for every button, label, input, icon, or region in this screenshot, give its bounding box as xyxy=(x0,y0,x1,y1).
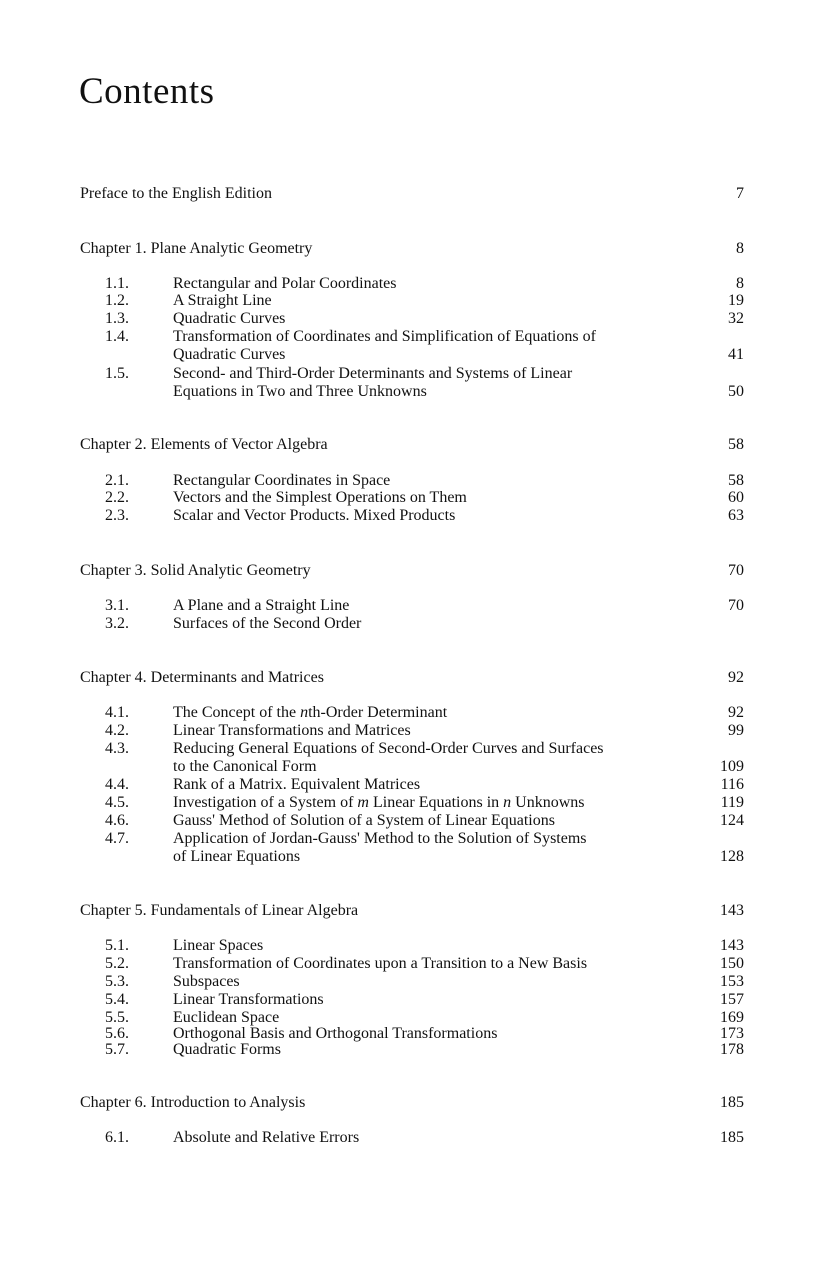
section-number: 5.4. xyxy=(105,991,129,1008)
toc-section-entry xyxy=(105,794,744,812)
page-number: 157 xyxy=(720,991,744,1008)
toc-chapter-entry xyxy=(80,240,744,258)
page-number: 173 xyxy=(720,1025,744,1042)
toc-section-entry xyxy=(105,328,744,364)
page-number: 92 xyxy=(728,704,744,721)
section-number: 4.3. xyxy=(105,740,129,757)
entry-title-line: The Concept of the nth-Order Determinant xyxy=(173,704,448,721)
entry-title-line: Rectangular and Polar Coordinates xyxy=(173,275,397,292)
entry-title xyxy=(173,794,673,812)
entry-title xyxy=(173,955,673,973)
toc-section-entry xyxy=(105,472,744,490)
toc-section-entry xyxy=(105,597,744,615)
toc-section-entry xyxy=(105,740,744,776)
entry-title xyxy=(173,615,673,633)
toc-section-entry xyxy=(105,937,744,955)
section-number: 4.1. xyxy=(105,704,129,721)
entry-title xyxy=(173,937,673,955)
entry-title xyxy=(80,436,328,454)
entry-title-line: Chapter 1. Plane Analytic Geometry xyxy=(80,240,313,257)
page-number: 70 xyxy=(728,562,744,579)
section-number: 5.3. xyxy=(105,973,129,990)
page-number: 116 xyxy=(720,776,744,793)
entry-title-line: Investigation of a System of m Linear Equations in n Unknowns xyxy=(173,794,585,811)
section-number: 5.5. xyxy=(105,1009,129,1026)
page-number: 178 xyxy=(720,1041,744,1058)
section-number: 4.5. xyxy=(105,794,129,811)
toc-chapter-entry xyxy=(80,185,744,203)
toc-section-entry xyxy=(105,1129,744,1147)
entry-title-line: Rank of a Matrix. Equivalent Matrices xyxy=(173,776,421,793)
entry-title-line: A Plane and a Straight Line xyxy=(173,597,350,614)
section-number: 2.3. xyxy=(105,507,129,524)
entry-title-line: Quadratic Curves xyxy=(173,346,286,363)
page-number: 8 xyxy=(736,240,744,257)
toc-section-entry xyxy=(105,955,744,973)
page-number: 58 xyxy=(728,472,744,489)
page-number: 7 xyxy=(736,185,744,202)
section-number: 1.4. xyxy=(105,328,129,345)
toc-section-entry xyxy=(105,704,744,722)
entry-title xyxy=(80,902,358,920)
page-number: 109 xyxy=(720,758,744,775)
toc-section-entry xyxy=(105,275,744,293)
toc-section-entry xyxy=(105,722,744,740)
entry-title-line: Orthogonal Basis and Orthogonal Transformations xyxy=(173,1025,498,1042)
entry-title xyxy=(80,562,311,580)
toc-section-entry xyxy=(105,973,744,991)
entry-title-line: Second- and Third-Order Determinants and Systems of Linear xyxy=(173,365,573,382)
entry-title xyxy=(173,365,673,401)
page-number: 128 xyxy=(720,848,744,865)
entry-title-line: Gauss' Method of Solution of a System of Linear Equations xyxy=(173,812,555,829)
entry-title-line: Application of Jordan-Gauss' Method to the Solution of Systems xyxy=(173,830,587,847)
page-number: 185 xyxy=(720,1094,744,1111)
page-number: 143 xyxy=(720,937,744,954)
page-number: 153 xyxy=(720,973,744,990)
entry-title xyxy=(173,776,673,794)
entry-title-line: Surfaces of the Second Order xyxy=(173,615,362,632)
entry-title-line: Vectors and the Simplest Operations on Them xyxy=(173,489,467,506)
page-number: 32 xyxy=(728,310,744,327)
entry-title xyxy=(173,991,673,1009)
page-number: 60 xyxy=(728,489,744,506)
page-number: 92 xyxy=(728,669,744,686)
section-number: 3.2. xyxy=(105,615,129,632)
entry-title xyxy=(173,310,673,328)
page-title: Contents xyxy=(79,71,215,112)
entry-title xyxy=(80,1094,305,1112)
entry-title-line: Chapter 3. Solid Analytic Geometry xyxy=(80,562,311,579)
entry-title xyxy=(173,704,673,722)
page-number: 19 xyxy=(728,292,744,309)
entry-title-line: Absolute and Relative Errors xyxy=(173,1129,360,1146)
entry-title-line: Quadratic Forms xyxy=(173,1041,281,1058)
toc-chapter-entry xyxy=(80,562,744,580)
entry-title-line: Chapter 2. Elements of Vector Algebra xyxy=(80,436,328,453)
page-number: 143 xyxy=(720,902,744,919)
page-number: 63 xyxy=(728,507,744,524)
entry-title-line: Linear Transformations xyxy=(173,991,324,1008)
toc-section-entry xyxy=(105,1041,744,1059)
entry-title xyxy=(173,740,673,776)
page-number: 99 xyxy=(728,722,744,739)
page-number: 169 xyxy=(720,1009,744,1026)
page-number: 185 xyxy=(720,1129,744,1146)
toc-section-entry xyxy=(105,507,744,525)
entry-title xyxy=(80,669,324,687)
entry-title xyxy=(173,722,673,740)
section-number: 6.1. xyxy=(105,1129,129,1146)
section-number: 4.6. xyxy=(105,812,129,829)
page-number: 8 xyxy=(736,275,744,292)
entry-title-line: Euclidean Space xyxy=(173,1009,280,1026)
toc-section-entry xyxy=(105,310,744,328)
entry-title-line: Linear Spaces xyxy=(173,937,264,954)
toc-section-entry xyxy=(105,776,744,794)
entry-title-line: Scalar and Vector Products. Mixed Products xyxy=(173,507,456,524)
section-number: 5.7. xyxy=(105,1041,129,1058)
entry-title xyxy=(173,1129,673,1147)
toc-section-entry xyxy=(105,812,744,830)
page-number: 58 xyxy=(728,436,744,453)
section-number: 1.3. xyxy=(105,310,129,327)
section-number: 5.2. xyxy=(105,955,129,972)
section-number: 3.1. xyxy=(105,597,129,614)
page-number: 41 xyxy=(728,346,744,363)
toc-section-entry xyxy=(105,365,744,401)
section-number: 4.2. xyxy=(105,722,129,739)
entry-title-line: of Linear Equations xyxy=(173,848,301,865)
entry-title xyxy=(173,275,673,293)
entry-title-line: Chapter 4. Determinants and Matrices xyxy=(80,669,324,686)
entry-title xyxy=(173,812,673,830)
entry-title-line: Transformation of Coordinates and Simplification of Equations of xyxy=(173,328,596,345)
section-number: 4.4. xyxy=(105,776,129,793)
entry-title xyxy=(173,1041,673,1059)
entry-title-line: Chapter 6. Introduction to Analysis xyxy=(80,1094,306,1111)
entry-title-line: A Straight Line xyxy=(173,292,272,309)
entry-title-line: Equations in Two and Three Unknowns xyxy=(173,383,427,400)
entry-title-line: to the Canonical Form xyxy=(173,758,317,775)
entry-title xyxy=(173,973,673,991)
entry-title-line: Quadratic Curves xyxy=(173,310,286,327)
entry-title-line: Reducing General Equations of Second-Order Curves and Surfaces xyxy=(173,740,604,757)
entry-title-line: Linear Transformations and Matrices xyxy=(173,722,411,739)
toc-chapter-entry xyxy=(80,902,744,920)
entry-title-line: Chapter 5. Fundamentals of Linear Algebra xyxy=(80,902,359,919)
entry-title xyxy=(173,292,673,310)
toc-section-entry xyxy=(105,615,744,633)
page-number: 124 xyxy=(720,812,744,829)
section-number: 5.6. xyxy=(105,1025,129,1042)
page-number: 119 xyxy=(720,794,744,811)
section-number: 5.1. xyxy=(105,937,129,954)
entry-title-line: Transformation of Coordinates upon a Transition to a New Basis xyxy=(173,955,588,972)
toc-section-entry xyxy=(105,489,744,507)
section-number: 1.2. xyxy=(105,292,129,309)
entry-title xyxy=(80,240,312,258)
entry-title xyxy=(173,597,673,615)
section-number: 4.7. xyxy=(105,830,129,847)
entry-title-line: Subspaces xyxy=(173,973,240,990)
entry-title xyxy=(173,328,673,364)
entry-title xyxy=(173,507,673,525)
entry-title-line: Rectangular Coordinates in Space xyxy=(173,472,391,489)
section-number: 1.5. xyxy=(105,365,129,382)
section-number: 2.1. xyxy=(105,472,129,489)
toc-section-entry xyxy=(105,292,744,310)
page-number: 70 xyxy=(728,597,744,614)
entry-title-line: Preface to the English Edition xyxy=(80,185,272,202)
toc-section-entry xyxy=(105,991,744,1009)
section-number: 2.2. xyxy=(105,489,129,506)
entry-title xyxy=(173,489,673,507)
section-number: 1.1. xyxy=(105,275,129,292)
toc-chapter-entry xyxy=(80,669,744,687)
page-number: 50 xyxy=(728,383,744,400)
toc-chapter-entry xyxy=(80,436,744,454)
entry-title xyxy=(173,472,673,490)
page-number: 150 xyxy=(720,955,744,972)
toc-section-entry xyxy=(105,830,744,866)
entry-title xyxy=(80,185,272,203)
toc-chapter-entry xyxy=(80,1094,744,1112)
entry-title xyxy=(173,830,673,866)
